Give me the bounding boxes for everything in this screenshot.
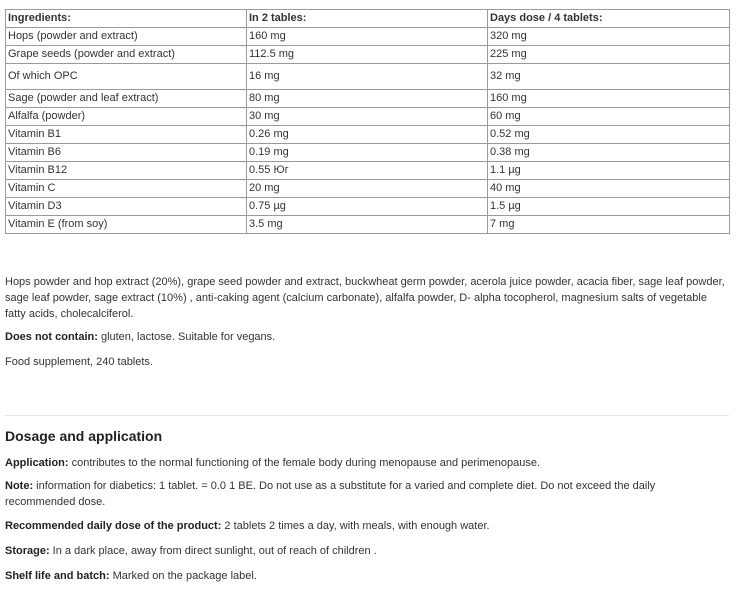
amount-4-tablets-cell: 7 mg [488, 216, 730, 234]
table-row [6, 90, 730, 108]
amount-2-tablets-cell: 0.55 Юг [247, 162, 488, 180]
table-header-row [6, 10, 730, 28]
ingredient-cell: Sage (powder and leaf extract) [6, 90, 247, 108]
storage-text: In a dark place, away from direct sunlight, out of reach of children . [49, 545, 377, 557]
amount-4-tablets-cell: 1.1 µg [488, 162, 730, 180]
ingredient-cell: Vitamin B12 [6, 162, 247, 180]
table-row [6, 144, 730, 162]
amount-2-tablets-cell: 0.26 mg [247, 126, 488, 144]
note-label: Note: [5, 480, 34, 492]
header-days-dose: Days dose / 4 tablets: [488, 10, 730, 28]
amount-2-tablets-cell: 3.5 mg [247, 216, 488, 234]
header-in-2-tablets: In 2 tables: [247, 10, 488, 28]
amount-4-tablets-cell: 40 mg [488, 180, 730, 198]
does-not-contain-label: Does not contain: [5, 331, 98, 343]
recommended-dose-label: Recommended daily dose of the product: [5, 520, 222, 532]
amount-2-tablets-cell: 160 mg [247, 28, 488, 46]
amount-2-tablets-cell: 80 mg [247, 90, 488, 108]
does-not-contain-text: gluten, lactose. Suitable for vegans. [97, 331, 276, 343]
table-row [6, 46, 730, 64]
amount-4-tablets-cell: 1.5 µg [488, 198, 730, 216]
table-row [6, 162, 730, 180]
amount-4-tablets-cell: 320 mg [488, 28, 730, 46]
ingredient-cell: Grape seeds (powder and extract) [6, 46, 247, 64]
amount-4-tablets-cell: 225 mg [488, 46, 730, 64]
composition-text: Hops powder and hop extract (20%), grape seed powder and extract, buckwheat germ powder, acerola juice powder, acacia fiber, sage leaf powder, sage leaf powder, sage extract (10%) , anti-caking agent (calcium carbonate), alfalfa powder, D- alpha tocopherol, magnesium salts of vegetable fatty acids, cholecalciferol. [5, 276, 725, 320]
ingredient-cell: Vitamin E (from soy) [6, 216, 247, 234]
amount-4-tablets-cell: 32 mg [488, 64, 730, 90]
ingredient-cell: Vitamin B6 [6, 144, 247, 162]
ingredient-cell: Hops (powder and extract) [6, 28, 247, 46]
food-supplement-text: Food supplement, 240 tablets. [5, 356, 153, 368]
table-row [6, 180, 730, 198]
table-row [6, 126, 730, 144]
ingredient-cell: Vitamin B1 [6, 126, 247, 144]
does-not-contain [5, 329, 275, 345]
amount-2-tablets-cell: 112.5 mg [247, 46, 488, 64]
amount-4-tablets-cell: 160 mg [488, 90, 730, 108]
section-divider [5, 415, 729, 416]
recommended-dose-line [5, 518, 490, 534]
table-row [6, 64, 730, 90]
ingredient-cell: Vitamin D3 [6, 198, 247, 216]
amount-4-tablets-cell: 0.52 mg [488, 126, 730, 144]
amount-2-tablets-cell: 0.19 mg [247, 144, 488, 162]
table-row [6, 216, 730, 234]
application-text: contributes to the normal functioning of the female body during menopause and perimenopause. [68, 457, 541, 469]
table-row [6, 108, 730, 126]
shelf-life-line [5, 568, 257, 584]
amount-2-tablets-cell: 16 mg [247, 64, 488, 90]
amount-4-tablets-cell: 0.38 mg [488, 144, 730, 162]
table-row [6, 198, 730, 216]
amount-2-tablets-cell: 30 mg [247, 108, 488, 126]
shelf-life-text: Marked on the package label. [109, 570, 257, 582]
ingredient-cell: Of which OPC [6, 64, 247, 90]
dosage-heading: Dosage and application [5, 428, 163, 444]
storage-label: Storage: [5, 545, 50, 557]
note-line [5, 478, 725, 510]
application-label: Application: [5, 457, 69, 469]
header-ingredients: Ingredients: [6, 10, 247, 28]
amount-4-tablets-cell: 60 mg [488, 108, 730, 126]
note-text: information for diabetics: 1 tablet. = 0.0 1 BE. Do not use as a substitute for a varied and complete diet. Do not exceed the daily recommended dose. [5, 480, 656, 508]
table-row [6, 28, 730, 46]
ingredient-cell: Vitamin C [6, 180, 247, 198]
amount-2-tablets-cell: 0.75 µg [247, 198, 488, 216]
application-line [5, 455, 540, 471]
amount-2-tablets-cell: 20 mg [247, 180, 488, 198]
recommended-dose-text: 2 tablets 2 times a day, with meals, with enough water. [221, 520, 490, 532]
shelf-life-label: Shelf life and batch: [5, 570, 110, 582]
storage-line [5, 543, 377, 559]
nutrition-table [5, 9, 730, 234]
ingredient-cell: Alfalfa (powder) [6, 108, 247, 126]
